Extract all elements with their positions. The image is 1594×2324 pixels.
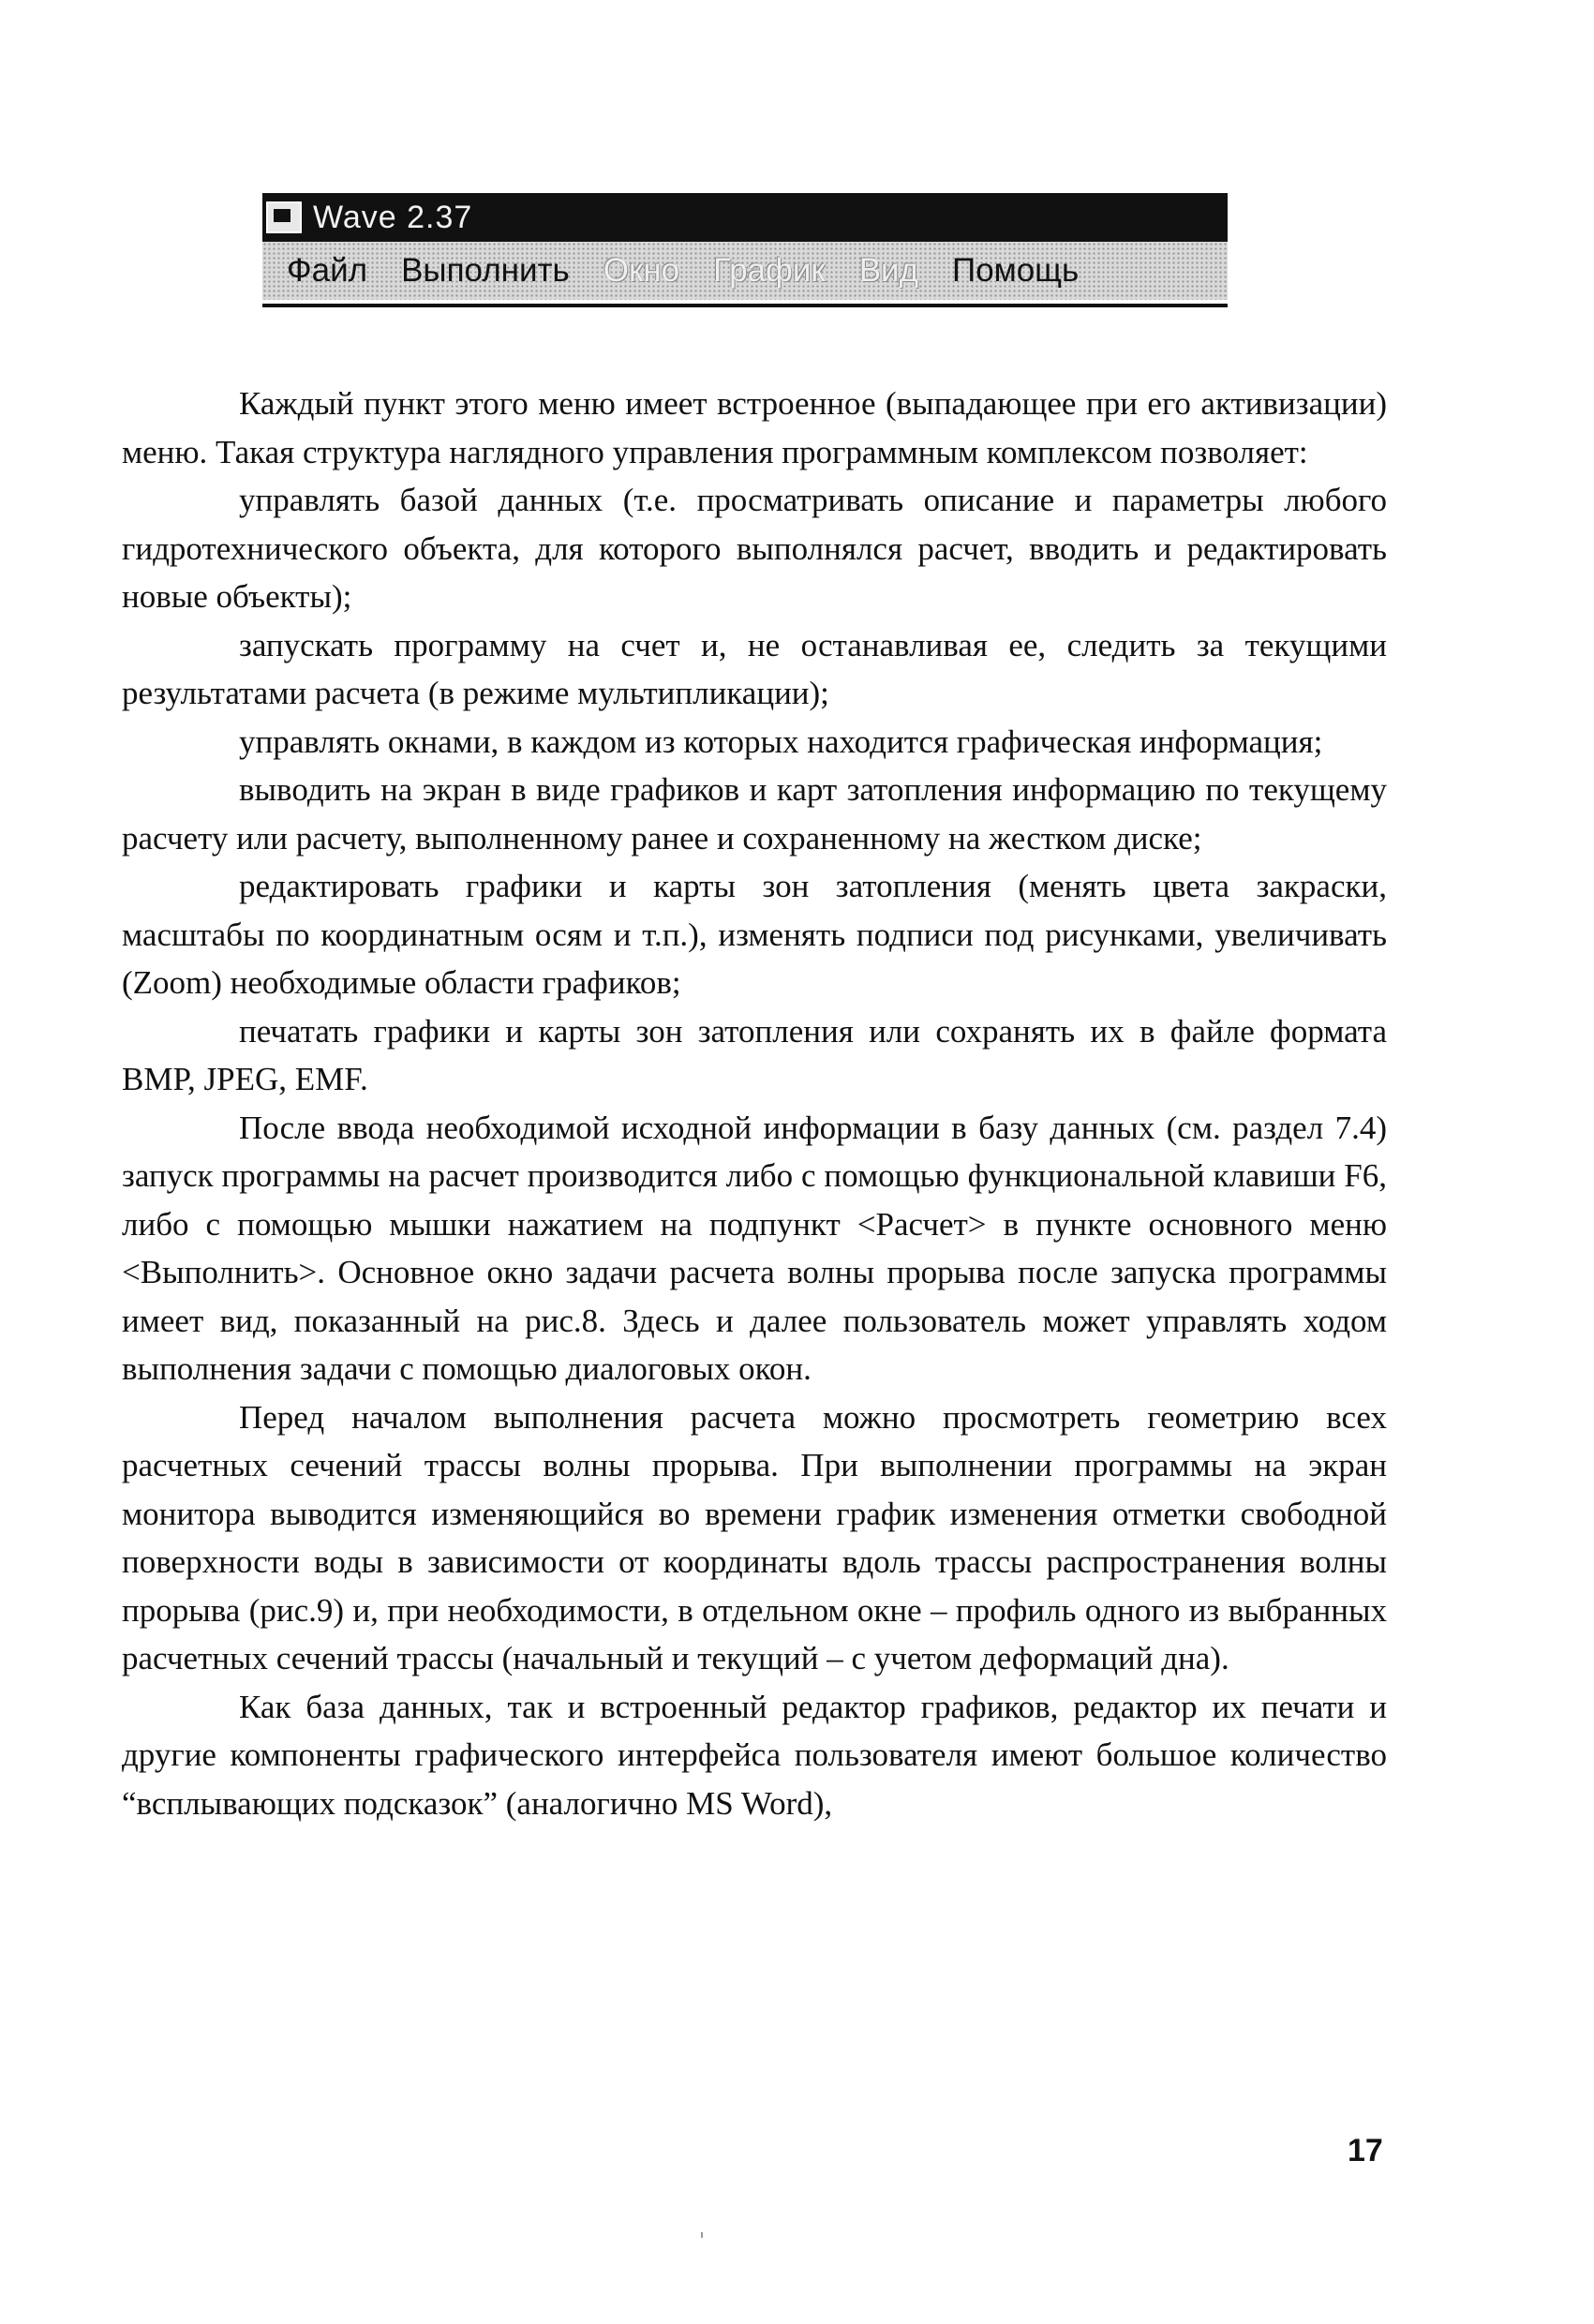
list-item-edit: редактировать графики и карты зон затопления (менять цвета закраски, масштабы по координатным осям и т.п.), изменять подписи под рисунками, увеличивать (Zoom) необходимые области графиков; (122, 868, 1387, 1001)
body-text (122, 380, 1387, 1827)
main-menu-bar (262, 242, 1228, 300)
scan-artifact (701, 2232, 703, 2238)
application-icon (266, 201, 302, 233)
window-title-bar (262, 193, 1228, 242)
window-title: Wave 2.37 (313, 199, 473, 235)
menu-graph[interactable]: График (713, 252, 826, 289)
list-item-run: запускать программу на счет и, не останавливая ее, следить за текущими результатами расчета (в режиме мультипликации); (122, 626, 1387, 711)
menu-help[interactable]: Помощь (952, 252, 1080, 289)
menu-file[interactable]: Файл (287, 252, 368, 289)
menu-view[interactable]: Вид (858, 252, 919, 289)
menu-run[interactable]: Выполнить (401, 252, 570, 289)
list-item-windows: управлять окнами, в каждом из которых находится графическая информация; (239, 723, 1323, 760)
paragraph-launch: После ввода необходимой исходной информации в базу данных (см. раздел 7.4) запуск программы на расчет производится либо с помощью функциональной клавиши F6, либо с помощью мышки нажатием на подпункт <Расчет> в пункте основного меню <Выполнить>. Основное окно задачи расчета волны прорыва после запуска программы имеет вид, показанный на рис.8. Здесь и далее пользователь может управлять ходом выполнения задачи с помощью диалоговых окон. (122, 1109, 1387, 1387)
list-item-database: управлять базой данных (т.е. просматривать описание и параметры любого гидротехнического объекта, для которого выполнялся расчет, вводить и редактировать новые объекты); (122, 482, 1387, 615)
page-number: 17 (1348, 2133, 1383, 2168)
list-item-output: выводить на экран в виде графиков и карт затопления информацию по текущему расчету или расчету, выполненному ранее и сохраненному на жестком диске; (122, 771, 1387, 857)
paragraph-intro: Каждый пункт этого меню имеет встроенное (выпадающее при его активизации) меню. Такая структура наглядного управления программным комплексом позволяет: (122, 385, 1387, 470)
list-item-print: печатать графики и карты зон затопления или сохранять их в файле формата BMP, JPEG, EMF. (122, 1012, 1387, 1097)
paragraph-geometry: Перед началом выполнения расчета можно просмотреть геометрию всех расчетных сечений трассы волны прорыва. При выполнении программы на экран монитора выводится изменяющийся во времени график изменения отметки свободной поверхности воды в зависимости от координаты вдоль трассы распространения волны прорыва (рис.9) и, при необходимости, в отдельном окне – профиль одного из выбранных расчетных сечений трассы (начальный и текущий – с учетом деформаций дна). (122, 1398, 1387, 1676)
paragraph-tooltips: Как база данных, так и встроенный редактор графиков, редактор их печати и другие компоненты графического интерфейса пользователя имеют большое количество “всплывающих подсказок” (аналогично MS Word), (122, 1688, 1387, 1822)
program-window-screenshot (262, 193, 1228, 307)
menu-window[interactable]: Окно (603, 252, 680, 289)
